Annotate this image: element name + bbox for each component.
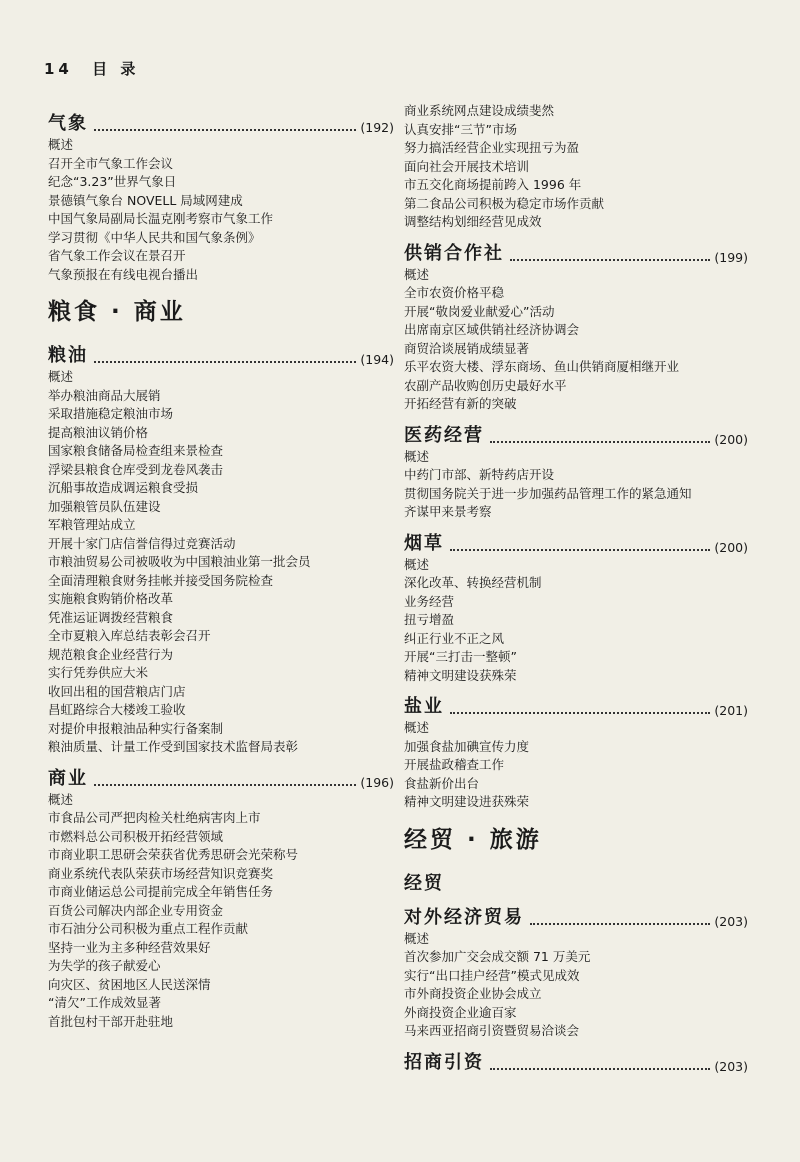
section-page-number: (203) (714, 1058, 748, 1074)
toc-entry: 农副产品收购创历史最好水平 (404, 377, 567, 393)
section-title: 商业 (48, 767, 88, 789)
toc-entry: 开展“三打击一整顿” (404, 649, 517, 664)
toc-entry: 扭亏增盈 (404, 612, 455, 627)
toc-entry: 气象预报在有线电视台播出 (48, 266, 199, 282)
toc-entry: 贯彻国务院关于进一步加强药品管理工作的紧急通知 (404, 485, 692, 501)
section-page-number: (192) (360, 120, 394, 135)
toc-entry: 外商投资企业逾百家 (404, 1004, 517, 1020)
toc-entry: 收回出租的国营粮店门店 (48, 683, 186, 699)
toc-entry: 军粮管理站成立 (48, 517, 136, 532)
section-page-number: (200) (714, 431, 748, 447)
page-header (44, 58, 139, 79)
page-number: 14 (44, 60, 73, 78)
toc-entry: 市商业职工思研会荣获省优秀思研会光荣称号 (48, 847, 299, 862)
toc-entry: 认真安排“三节”市场 (404, 121, 517, 137)
section-heading (404, 418, 748, 448)
leader-dots (94, 784, 356, 786)
toc-entry: 概述 (404, 448, 430, 464)
toc-entry: 提高粮油议销价格 (48, 424, 149, 440)
section-title: 对外经济贸易 (404, 906, 524, 928)
toc-entry: 开展“敬岗爱业献爱心”活动 (404, 303, 555, 319)
section-heading (48, 338, 394, 368)
section-page-number: (201) (714, 703, 748, 718)
toc-entry: 纠正行业不正之风 (404, 630, 505, 646)
toc-entry: 向灾区、贫困地区人民送深情 (48, 976, 211, 992)
section-heading (404, 866, 748, 896)
leader-dots (490, 1068, 710, 1070)
toc-entry: 概述 (404, 556, 430, 572)
toc-entry: 首次参加广交会成交额 71 万美元 (404, 949, 591, 964)
section-title: 烟草 (404, 532, 444, 554)
toc-entry: 第二食品公司积极为稳定市场作贡献 (404, 195, 605, 211)
toc-column-left (48, 102, 394, 1031)
section-page-number: (194) (360, 352, 394, 367)
section-title: 粮油 (48, 345, 88, 366)
toc-entry: 开展盐政稽查工作 (404, 757, 505, 772)
header-title: 目 录 (92, 60, 140, 78)
section-page-number: (203) (714, 913, 748, 929)
leader-dots (510, 259, 710, 261)
toc-entry: 概述 (404, 266, 430, 282)
section-heading (404, 1045, 748, 1075)
toc-entry: 召开全市气象工作会议 (48, 155, 174, 171)
toc-entry: 市燃料总公司积极开拓经营领域 (48, 828, 224, 844)
toc-entry: 加强食盐加碘宣传力度 (404, 738, 530, 754)
section-page-number: (196) (360, 774, 394, 790)
toc-entry: 采取措施稳定粮油市场 (48, 406, 174, 421)
toc-entry: 市商业储运总公司提前完成全年销售任务 (48, 884, 274, 899)
toc-entry: 规范粮食企业经营行为 (48, 646, 174, 662)
toc-entry: 概述 (404, 930, 430, 946)
toc-entry: 调整结构划细经营见成效 (404, 214, 542, 229)
toc-entry: 国家粮食储备局检查组来景检查 (48, 443, 224, 458)
toc-entry: 商贸洽谈展销成绩显著 (404, 340, 530, 356)
leader-dots (450, 549, 710, 551)
toc-entry: 省气象工作会议在景召开 (48, 248, 186, 263)
leader-dots (490, 441, 710, 443)
major-heading: 经贸 · 旅游 (404, 826, 542, 853)
toc-entry: 实施粮食购销价格改革 (48, 591, 174, 606)
toc-entry: 概述 (48, 369, 74, 384)
toc-entry: 全面清理粮食财务挂帐并接受国务院检查 (48, 572, 274, 588)
section-heading (404, 689, 748, 719)
section-title: 盐业 (404, 696, 444, 717)
toc-entry: 商业系统代表队荣获市场经营知识竞赛奖 (48, 865, 274, 881)
toc-entry: 精神文明建设进获殊荣 (404, 794, 530, 809)
toc-entry: 市粮油贸易公司被吸收为中国粮油业第一批会员 (48, 554, 311, 569)
toc-entry: 深化改革、转换经营机制 (404, 575, 542, 590)
section-heading (48, 106, 394, 136)
section-title: 招商引资 (404, 1051, 484, 1073)
toc-entry: 市外商投资企业协会成立 (404, 986, 542, 1001)
leader-dots (450, 712, 710, 714)
section-page-number: (200) (714, 539, 748, 555)
toc-entry: 实行凭券供应大米 (48, 665, 149, 680)
toc-entry: 对提价申报粮油品种实行备案制 (48, 720, 224, 736)
toc-entry: 中药门市部、新特药店开设 (404, 467, 555, 482)
section-title: 气象 (48, 113, 88, 134)
toc-entry: 概述 (48, 791, 74, 807)
toc-entry: 马来西亚招商引资暨贸易洽谈会 (404, 1023, 580, 1038)
toc-entry: 全市农资价格平稳 (404, 285, 505, 300)
toc-entry: 实行“出口挂户经营”模式见成效 (404, 967, 580, 983)
toc-column-right (404, 102, 748, 1075)
toc-entry: 为失学的孩子献爱心 (48, 958, 161, 973)
toc-entry: 举办粮油商品大展销 (48, 387, 161, 403)
toc-entry: 百货公司解决内部企业专用资金 (48, 902, 224, 918)
section-heading (48, 761, 394, 791)
toc-entry: 加强粮管员队伍建设 (48, 498, 161, 514)
toc-entry: 齐谋甲来景考察 (404, 504, 492, 519)
toc-entry: 沉船事故造成调运粮食受损 (48, 480, 199, 495)
leader-dots (94, 361, 356, 363)
section-title: 经贸 (404, 872, 444, 894)
section-heading (404, 900, 748, 930)
section-title: 供销合作社 (404, 242, 504, 264)
toc-entry: 浮梁县粮食仓库受到龙卷风袭击 (48, 461, 224, 477)
toc-entry: 市食品公司严把肉检关杜绝病害肉上市 (48, 810, 261, 825)
toc-entry: 粮油质量、计量工作受到国家技术监督局表彰 (48, 739, 299, 754)
toc-entry: 纪念“3.23”世界气象日 (48, 174, 177, 189)
leader-dots (530, 923, 710, 925)
toc-entry: 首批包村干部开赴驻地 (48, 1013, 174, 1029)
toc-entry: 开展十家门店信誉信得过竞赛活动 (48, 535, 236, 551)
section-heading (404, 526, 748, 556)
toc-entry: 业务经营 (404, 593, 455, 609)
section-page-number: (199) (714, 249, 748, 265)
toc-entry: 坚持一业为主多种经营效果好 (48, 939, 211, 955)
toc-entry: 食盐新价出台 (404, 775, 480, 791)
toc-entry: 学习贯彻《中华人民共和国气象条例》 (48, 229, 261, 245)
section-title: 医药经营 (404, 424, 484, 446)
toc-entry: 全市夏粮入库总结表彰会召开 (48, 628, 211, 643)
toc-entry: 面向社会开展技术培训 (404, 158, 530, 174)
toc-entry: 景德镇气象台 NOVELL 局域网建成 (48, 192, 243, 208)
toc-entry: 中国气象局副局长温克刚考察市气象工作 (48, 211, 274, 226)
toc-entry: 出席南京区域供销社经济协调会 (404, 322, 580, 337)
toc-entry: 概述 (48, 137, 74, 152)
toc-entry: 乐平农资大楼、浮东商场、鱼山供销商厦相继开业 (404, 359, 680, 374)
toc-entry: 概述 (404, 720, 430, 735)
major-heading: 粮食 · 商业 (48, 299, 186, 325)
leader-dots (94, 129, 356, 131)
toc-entry: 精神文明建设获殊荣 (404, 667, 517, 683)
toc-entry: 昌虹路综合大楼竣工验收 (48, 702, 186, 717)
toc-entry: 开拓经营有新的突破 (404, 396, 517, 411)
toc-entry: 凭准运证调拨经营粮食 (48, 609, 174, 625)
section-heading (404, 236, 748, 266)
toc-entry: 市五交化商场提前跨入 1996 年 (404, 177, 582, 192)
toc-entry: 市石油分公司积极为重点工程作贡献 (48, 921, 249, 936)
toc-entry: 努力搞活经营企业实现扭亏为盈 (404, 140, 580, 155)
toc-entry: “清欠”工作成效显著 (48, 995, 161, 1010)
toc-entry: 商业系统网点建设成绩斐然 (404, 103, 555, 118)
